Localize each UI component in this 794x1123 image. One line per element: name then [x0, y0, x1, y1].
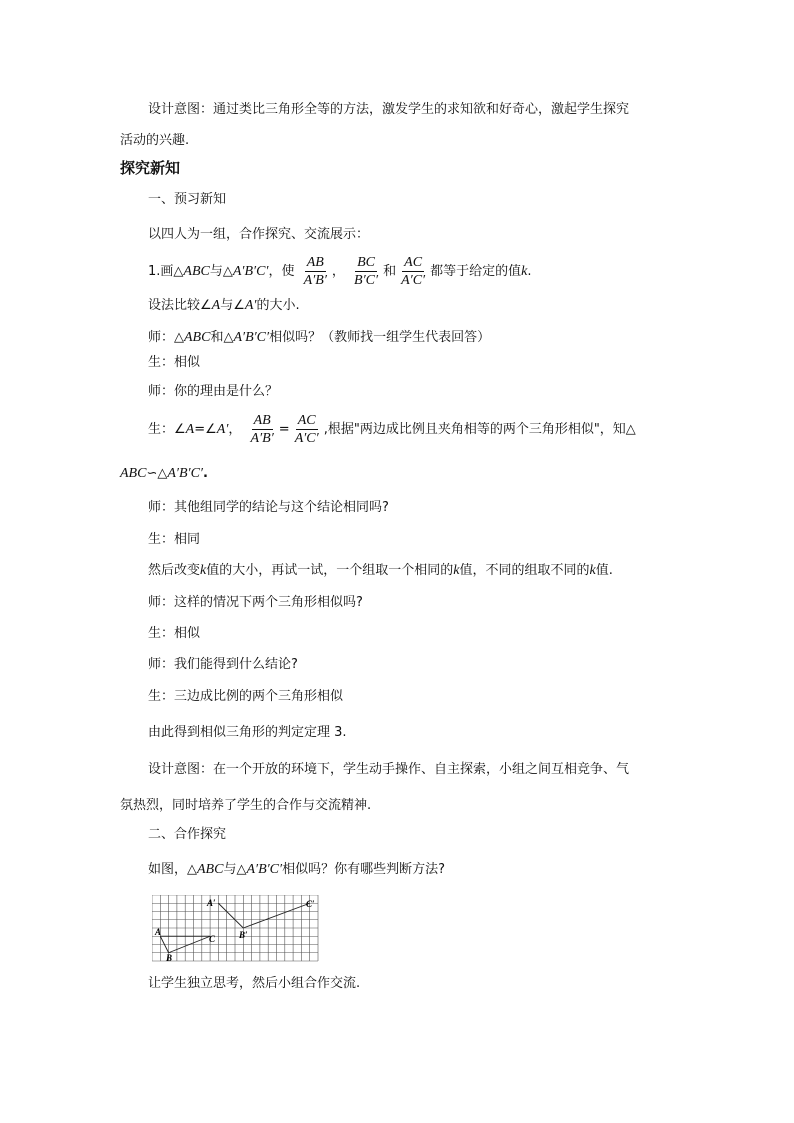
- student-answer-5: 生：三边成比例的两个三角形相似: [148, 689, 344, 704]
- a2-equals: =: [278, 422, 290, 437]
- fraction-ac: [399, 255, 427, 288]
- task-1-and: 和: [383, 264, 397, 279]
- a2-eq: =∠: [194, 422, 217, 437]
- fig-q-abc-prime: A′B′C′: [246, 862, 283, 877]
- fig-q-mid: 与△: [223, 862, 247, 877]
- fraction-ac-numerator: AC: [404, 255, 423, 270]
- student-answer-1: 生：相似: [148, 355, 201, 370]
- fraction-ac-denominator: A′C′: [401, 273, 426, 288]
- point-label-a-prime: A′: [207, 898, 216, 908]
- compare-pre: 设法比较∠: [148, 298, 212, 313]
- student-answer-2: [148, 412, 636, 448]
- fraction-ab-numerator: AB: [306, 255, 324, 270]
- a2-fraction-ac-numerator: AC: [297, 413, 316, 428]
- task-1-end: .: [527, 264, 532, 279]
- triangle-grid-figure: [152, 895, 320, 963]
- triangle-abc-prime: A′B′C′: [232, 264, 269, 279]
- fig-q-pre: 如图，△: [148, 862, 197, 877]
- angle-a: A: [211, 298, 221, 313]
- a2-fraction-ab-numerator: AB: [253, 413, 271, 428]
- a2-cont-end: .: [202, 466, 208, 481]
- triangle-abc-prime-lines: [218, 903, 309, 928]
- change-post: 值.: [595, 563, 613, 578]
- point-label-c: C: [209, 934, 216, 944]
- fig-q-post: 相似吗？你有哪些判断方法?: [282, 862, 445, 877]
- design-intent-paragraph-line1: 设计意图：通过类比三角形全等的方法，激发学生的求知欲和好奇心，激起学生探究: [148, 102, 630, 117]
- task-1-mid2: ，使: [268, 264, 295, 279]
- q1-post: 相似吗？（教师找一组学生代表回答）: [269, 330, 491, 345]
- teacher-question-2: 师：你的理由是什么？: [148, 384, 279, 399]
- q1-triangle-abc: ABC: [184, 330, 211, 345]
- student-answer-3: 生：相同: [148, 532, 201, 547]
- q1-mid: 和△: [210, 330, 234, 345]
- point-label-c-prime: C′: [306, 899, 315, 909]
- triangle-abc: ABC: [183, 264, 210, 279]
- a2-sep: ，: [228, 422, 242, 437]
- point-label-a: A: [155, 927, 162, 937]
- a2-angle-a-prime: A′: [216, 422, 229, 437]
- closing-instruction: 让学生独立思考，然后小组合作交流.: [148, 976, 361, 991]
- design-intent-2-line1: 设计意图：在一个开放的环境下，学生动手操作、自主探索，小组之间互相竞争、气: [148, 762, 630, 777]
- theorem-statement: 由此得到相似三角形的判定定理 3.: [148, 725, 347, 740]
- teacher-question-1: [148, 330, 490, 346]
- change-mid1: 值的大小，再试一试，一个组取一个相同的: [206, 563, 454, 578]
- angle-a-prime: A′: [244, 298, 257, 313]
- fraction-ab: [302, 255, 329, 288]
- compare-mid: 与∠: [220, 298, 245, 313]
- point-label-b-prime: B′: [239, 930, 248, 940]
- change-k-instruction: [148, 563, 613, 579]
- fig-q-abc: ABC: [197, 862, 224, 877]
- compare-post: 的大小.: [256, 298, 300, 313]
- a2-post: ,根据"两边成比例且夹角相等的两个三角形相似"，知△: [323, 422, 636, 437]
- a2-cont-mid: ∽△: [146, 466, 168, 481]
- a2-fraction-ab: [249, 413, 276, 446]
- subsection-preview: 一、预习新知: [148, 192, 227, 207]
- value-k: k: [521, 264, 528, 279]
- a2-fraction-ac: [293, 413, 321, 446]
- task-1-suffix: 都等于给定的值: [430, 264, 522, 279]
- section-title: 探究新知: [120, 159, 181, 177]
- fraction-bc: [352, 255, 380, 288]
- teacher-question-3: 师：其他组同学的结论与这个结论相同吗?: [148, 500, 389, 515]
- a2-pre: 生：∠: [148, 422, 186, 437]
- subsection-cooperative: 二、合作探究: [148, 827, 227, 842]
- change-k3: k: [589, 563, 596, 578]
- group-instruction: 以四人为一组，合作探究、交流展示：: [148, 227, 370, 242]
- a2-angle-a: A: [185, 422, 195, 437]
- task-1: [148, 254, 531, 290]
- task-1-sep: ，: [331, 264, 345, 279]
- fraction-bc-numerator: BC: [357, 255, 375, 270]
- task-1-mid: 与△: [209, 264, 233, 279]
- change-pre: 然后改变: [148, 563, 201, 578]
- fraction-bc-denominator: B′C′: [354, 273, 379, 288]
- change-mid2: 值，不同的组取不同的: [459, 563, 590, 578]
- compare-angles: [148, 298, 300, 314]
- a2-cont-abc: ABC: [120, 466, 147, 481]
- design-intent-2-line2: 氛热烈，同时培养了学生的合作与交流精神.: [120, 798, 372, 813]
- q1-pre: 师：△: [148, 330, 184, 345]
- student-answer-2-continued: [120, 466, 208, 482]
- student-answer-4: 生：相似: [148, 626, 201, 641]
- a2-cont-abc-prime: A′B′C′: [167, 466, 203, 481]
- task-1-prefix: 1.画△: [148, 264, 184, 279]
- figure-question: [148, 862, 445, 878]
- a2-fraction-ac-denominator: A′C′: [294, 431, 319, 446]
- point-label-b: B: [166, 953, 173, 963]
- change-k1: k: [200, 563, 207, 578]
- q1-triangle-abc-prime: A′B′C′: [233, 330, 270, 345]
- a2-fraction-ab-denominator: A′B′: [250, 431, 274, 446]
- design-intent-paragraph-line2: 活动的兴趣.: [120, 133, 190, 148]
- teacher-question-4: 师：这样的情况下两个三角形相似吗?: [148, 595, 363, 610]
- teacher-question-5: 师：我们能得到什么结论?: [148, 657, 298, 672]
- change-k2: k: [453, 563, 460, 578]
- grid-lines: [152, 895, 318, 961]
- fraction-ab-denominator: A′B′: [303, 273, 327, 288]
